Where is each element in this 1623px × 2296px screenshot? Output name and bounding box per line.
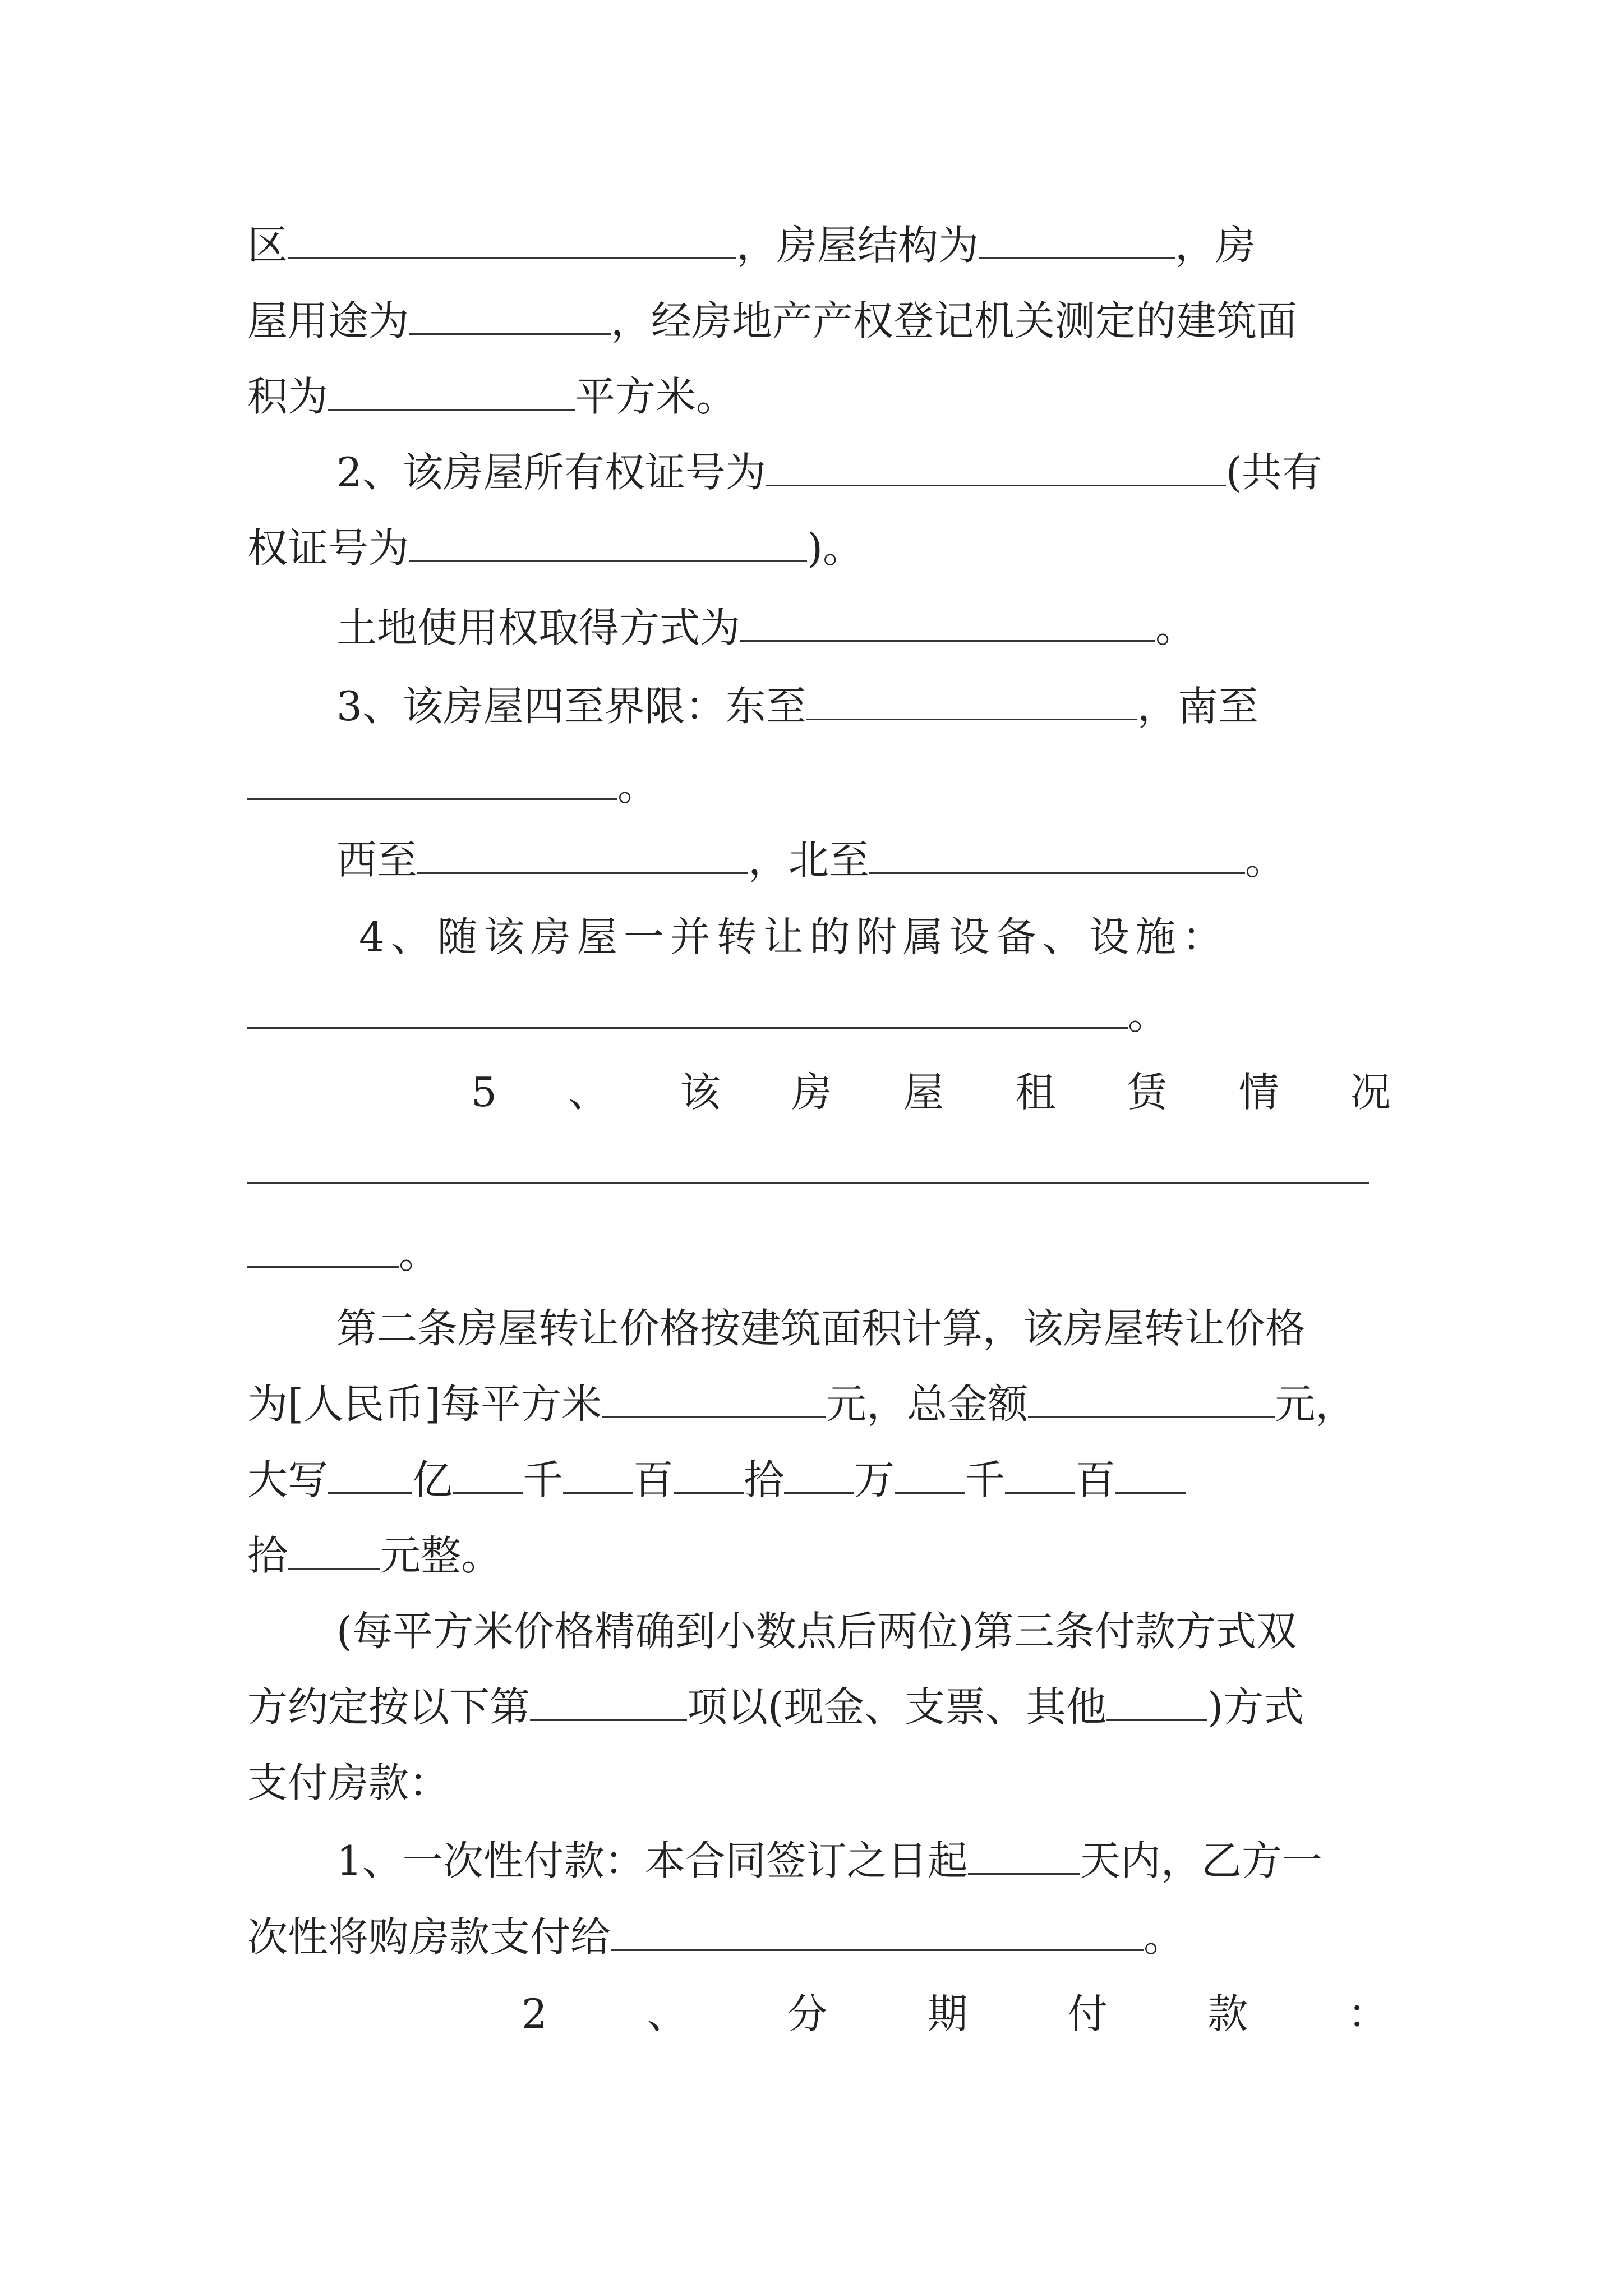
total-amount-blank [1028, 1377, 1275, 1418]
amount-blank [453, 1453, 523, 1494]
certificate-blank [766, 445, 1226, 486]
amount-blank [328, 1453, 412, 1494]
usage-blank [409, 294, 611, 335]
line-south: 。 [247, 744, 1391, 828]
line-attachments: 4、随该房屋一并转让的附属设备、设施： [359, 913, 1229, 960]
line-west-north: 西至 ，北至 。 [336, 818, 1391, 902]
lease-blank-line [247, 1182, 1369, 1184]
structure-blank [979, 218, 1175, 259]
line-lump-sum: 1、一次性付款：本合同签订之日起 天内，乙方一 [336, 1819, 1391, 1903]
line-payment-method: 方约定按以下第 项以(现金、支票、其他 )方式 [247, 1665, 1391, 1749]
area-blank [328, 370, 575, 411]
line-co-certificate: 权证号为 )。 [247, 506, 1391, 590]
east-blank [806, 679, 1137, 720]
amount-blank [784, 1453, 854, 1494]
other-method-blank [1106, 1680, 1207, 1721]
co-certificate-blank [409, 521, 807, 562]
district-blank [288, 218, 736, 259]
line-usage: 屋用途为 ，经房地产产权登记机关测定的建筑面 [247, 279, 1391, 363]
payee-blank [611, 1910, 1144, 1951]
amount-blank [1115, 1453, 1186, 1494]
amount-blank [895, 1453, 965, 1494]
lease-blank-end [247, 1227, 399, 1268]
amount-blank [674, 1453, 744, 1494]
line-district: 区 ，房屋结构为 ，房 [247, 203, 1391, 287]
line-lease-end: 。 [247, 1212, 1391, 1296]
amount-blank [563, 1453, 633, 1494]
amount-blank [1005, 1453, 1075, 1494]
line-attachments-blank: 。 [247, 973, 1391, 1057]
north-blank [869, 833, 1245, 874]
line-land-use: 土地使用权取得方式为 。 [336, 586, 1391, 670]
line-amount-end: 拾 元整。 [247, 1513, 1391, 1598]
days-blank [968, 1834, 1080, 1875]
line-certificate: 2、该房屋所有权证号为 (共有 [336, 430, 1391, 514]
line-installment: 2 、 分 期 付 款 ： [522, 1990, 1388, 2037]
unit-price-blank [602, 1377, 826, 1418]
attachments-blank [247, 988, 1128, 1029]
land-use-blank [740, 601, 1155, 642]
line-amount-words: 大写 亿 千 百 拾 万 千 百 [247, 1438, 1391, 1522]
west-blank [417, 833, 748, 874]
line-pay-house: 支付房款： [247, 1759, 450, 1806]
line-price: 为[人民币]每平方米 元，总金额 元， [247, 1362, 1391, 1446]
option-blank [530, 1680, 687, 1721]
line-precision-note: (每平方米价格精确到小数点后两位)第三条付款方式双 [336, 1608, 1297, 1655]
line-payee: 次性将购房款支付给 。 [247, 1895, 1391, 1979]
amount-blank [288, 1529, 380, 1570]
south-blank [247, 759, 617, 800]
line-price-clause: 第二条房屋转让价格按建筑面积计算，该房屋转让价格 [336, 1305, 1306, 1352]
line-area: 积为 平方米。 [247, 355, 1391, 439]
line-lease: 5 、 该 房 屋 租 赁 情 况 [471, 1069, 1391, 1116]
line-boundaries: 3、该房屋四至界限：东至 ，南至 [336, 664, 1391, 748]
